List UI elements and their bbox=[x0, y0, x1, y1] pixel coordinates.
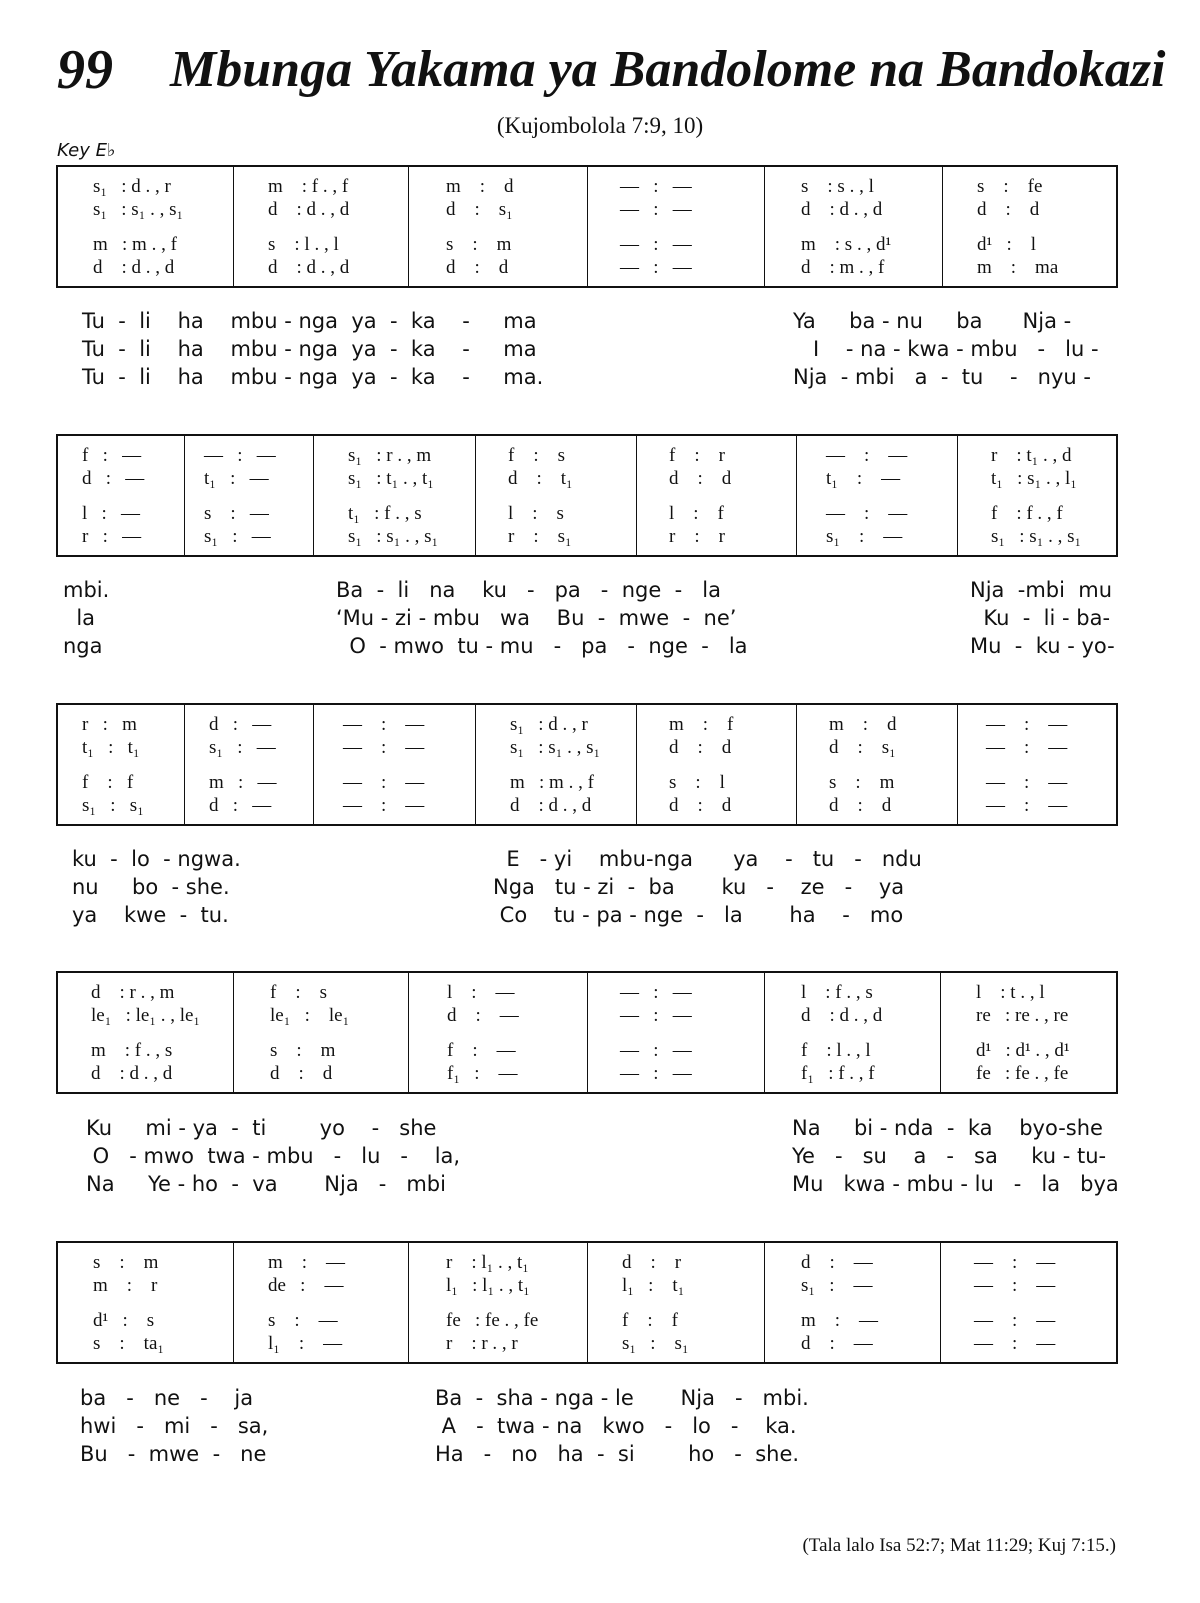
barline bbox=[184, 436, 185, 555]
solfa-part: d : d . , d bbox=[510, 795, 592, 816]
lyric-line: Tu - li ha mbu - nga ya - ka - ma bbox=[82, 309, 537, 333]
solfa-part: m : d bbox=[829, 714, 897, 735]
lyric-line: hwi - mi - sa, bbox=[80, 1414, 269, 1438]
solfa-part: d¹ : d¹ . , d¹ bbox=[976, 1040, 1070, 1061]
lyric-line: Na Ye - ho - va Nja - mbi bbox=[86, 1172, 446, 1196]
solfa-part: s₁ : s₁ . , s₁ bbox=[991, 526, 1082, 547]
solfa-part: m : s . , d¹ bbox=[801, 234, 892, 255]
solfa-part: r : m bbox=[82, 714, 137, 735]
solfa-part: s₁ : t₁ . , t₁ bbox=[348, 468, 434, 489]
footer-references: (Tala lalo Isa 52:7; Mat 11:29; Kuj 7:15.) bbox=[802, 1535, 1116, 1556]
solfa-part: s₁ : s₁ bbox=[82, 795, 144, 816]
solfa-part: s : fe bbox=[977, 176, 1043, 197]
solfa-part: — : — bbox=[620, 1063, 692, 1084]
solfa-part: — : — bbox=[974, 1252, 1056, 1273]
barline bbox=[408, 1243, 409, 1362]
lyric-line: ya kwe - tu. bbox=[72, 903, 229, 927]
solfa-part: d : — bbox=[209, 795, 272, 816]
solfa-system bbox=[56, 165, 1118, 288]
solfa-part: m : — bbox=[268, 1252, 346, 1273]
solfa-part: — : — bbox=[826, 445, 908, 466]
lyric-line: Ba - sha - nga - le Nja - mbi. bbox=[435, 1386, 809, 1410]
solfa-part: le₁ : le₁ . , le₁ bbox=[91, 1005, 201, 1026]
solfa-part: f : — bbox=[447, 1040, 516, 1061]
solfa-part: — : — bbox=[343, 737, 425, 758]
solfa-part: t₁ : s₁ . , l₁ bbox=[991, 468, 1077, 489]
solfa-part: — : — bbox=[986, 795, 1068, 816]
solfa-part: f : s bbox=[270, 982, 327, 1003]
solfa-part: l : — bbox=[447, 982, 515, 1003]
solfa-part: r : s₁ bbox=[508, 526, 572, 547]
barline bbox=[475, 705, 476, 824]
lyric-line: Co tu - pa - nge - la ha - mo bbox=[493, 903, 904, 927]
solfa-part: s₁ : — bbox=[204, 526, 271, 547]
solfa-part: — : — bbox=[986, 737, 1068, 758]
solfa-part: d : d bbox=[977, 199, 1040, 220]
barline bbox=[940, 1243, 941, 1362]
barline bbox=[940, 973, 941, 1092]
solfa-part: fe : fe . , fe bbox=[446, 1310, 539, 1331]
solfa-part: s₁ : — bbox=[209, 737, 276, 758]
solfa-part: d : r . , m bbox=[91, 982, 175, 1003]
solfa-part: t₁ : f . , s bbox=[348, 503, 422, 524]
solfa-system bbox=[56, 434, 1118, 557]
lyric-line: Ya ba - nu ba Nja - bbox=[793, 309, 1072, 333]
solfa-part: m : m . , f bbox=[93, 234, 177, 255]
key-signature: Key E♭ bbox=[57, 140, 116, 161]
solfa-part: m : m . , f bbox=[510, 772, 594, 793]
lyric-line: Na bi - nda - ka byo-she bbox=[792, 1116, 1103, 1140]
solfa-part: d : s₁ bbox=[829, 737, 896, 758]
solfa-part: t₁ : — bbox=[204, 468, 269, 489]
solfa-system bbox=[56, 703, 1118, 826]
solfa-part: f : l . , l bbox=[801, 1040, 871, 1061]
lyric-line: mbi. bbox=[63, 578, 110, 602]
solfa-part: m : r bbox=[93, 1275, 158, 1296]
solfa-part: m : f bbox=[669, 714, 734, 735]
solfa-part: re : re . , re bbox=[976, 1005, 1069, 1026]
solfa-part: m : f . , s bbox=[91, 1040, 173, 1061]
lyric-line: la bbox=[63, 606, 96, 630]
solfa-part: d : s₁ bbox=[446, 199, 513, 220]
solfa-part: d : d bbox=[669, 795, 732, 816]
solfa-part: — : — bbox=[620, 982, 692, 1003]
solfa-part: d : d . , d bbox=[801, 199, 883, 220]
solfa-system bbox=[56, 971, 1118, 1094]
solfa-part: f₁ : — bbox=[447, 1063, 518, 1084]
barline bbox=[184, 705, 185, 824]
lyric-line: Tu - li ha mbu - nga ya - ka - ma bbox=[82, 337, 537, 361]
solfa-part: r : r . , r bbox=[446, 1333, 518, 1354]
solfa-part: s : l bbox=[669, 772, 725, 793]
lyric-line: O - mwo tu - mu - pa - nge - la bbox=[336, 634, 748, 658]
solfa-part: le₁ : le₁ bbox=[270, 1005, 350, 1026]
solfa-part: s : — bbox=[204, 503, 269, 524]
barline bbox=[408, 167, 409, 286]
solfa-part: d : d . , d bbox=[93, 257, 175, 278]
barline bbox=[233, 1243, 234, 1362]
solfa-part: d : d . , d bbox=[268, 199, 350, 220]
solfa-part: d¹ : s bbox=[93, 1310, 155, 1331]
solfa-part: d : — bbox=[447, 1005, 519, 1026]
barline bbox=[796, 705, 797, 824]
solfa-part: l₁ : — bbox=[268, 1333, 343, 1354]
solfa-part: r : t₁ . , d bbox=[991, 445, 1072, 466]
lyric-line: Ha - no ha - si ho - she. bbox=[435, 1442, 800, 1466]
solfa-part: fe : fe . , fe bbox=[976, 1063, 1069, 1084]
solfa-part: f : f bbox=[82, 772, 134, 793]
lyric-line: Mu kwa - mbu - lu - la bya bbox=[792, 1172, 1119, 1196]
lyric-line: ‘Mu - zi - mbu wa Bu - mwe - ne’ bbox=[336, 606, 737, 630]
solfa-part: — : — bbox=[343, 772, 425, 793]
solfa-part: d : r bbox=[622, 1252, 682, 1273]
solfa-part: s₁ : r . , m bbox=[348, 445, 432, 466]
barline bbox=[957, 705, 958, 824]
barline bbox=[313, 436, 314, 555]
barline bbox=[233, 973, 234, 1092]
barline bbox=[475, 436, 476, 555]
lyric-line: Nga tu - zi - ba ku - ze - ya bbox=[493, 875, 905, 899]
solfa-part: s₁ : — bbox=[801, 1275, 873, 1296]
solfa-part: m : — bbox=[801, 1310, 879, 1331]
lyric-line: O - mwo twa - mbu - lu - la, bbox=[86, 1144, 461, 1168]
solfa-part: d : — bbox=[801, 1252, 873, 1273]
solfa-part: — : — bbox=[986, 714, 1068, 735]
solfa-part: — : — bbox=[620, 1040, 692, 1061]
solfa-part: d : m . , f bbox=[801, 257, 885, 278]
solfa-part: — : — bbox=[620, 176, 692, 197]
solfa-part: s₁ : s₁ . , s₁ bbox=[93, 199, 184, 220]
solfa-part: — : — bbox=[620, 234, 692, 255]
lyric-line: nga bbox=[63, 634, 103, 658]
solfa-part: f₁ : f . , f bbox=[801, 1063, 875, 1084]
solfa-part: l : f . , s bbox=[801, 982, 873, 1003]
lyric-line: Nja - mbi a - tu - nyu - bbox=[793, 365, 1091, 389]
solfa-part: f : f . , f bbox=[991, 503, 1063, 524]
lyric-line: I - na - kwa - mbu - lu - bbox=[793, 337, 1099, 361]
solfa-part: — : — bbox=[620, 257, 692, 278]
hymn-title: Mbunga Yakama ya Bandolome na Bandokazi bbox=[170, 41, 1166, 98]
barline bbox=[796, 436, 797, 555]
barline bbox=[636, 705, 637, 824]
solfa-system bbox=[56, 1241, 1118, 1364]
solfa-part: s₁ : d . , r bbox=[510, 714, 588, 735]
solfa-part: l₁ : t₁ bbox=[622, 1275, 685, 1296]
solfa-part: d : d . , d bbox=[801, 1005, 883, 1026]
scripture-reference: (Kujombolola 7:9, 10) bbox=[496, 113, 704, 138]
solfa-part: — : — bbox=[974, 1275, 1056, 1296]
solfa-part: d : d . , d bbox=[91, 1063, 173, 1084]
solfa-part: r : — bbox=[82, 526, 142, 547]
solfa-part: d : d bbox=[829, 795, 892, 816]
solfa-part: — : — bbox=[620, 1005, 692, 1026]
solfa-part: m : d bbox=[446, 176, 514, 197]
barline bbox=[233, 167, 234, 286]
solfa-part: s : m bbox=[93, 1252, 159, 1273]
barline bbox=[764, 167, 765, 286]
solfa-part: l : t . , l bbox=[976, 982, 1045, 1003]
solfa-part: r : l₁ . , t₁ bbox=[446, 1252, 529, 1273]
lyric-line: Ba - li na ku - pa - nge - la bbox=[336, 578, 721, 602]
barline bbox=[587, 167, 588, 286]
lyric-line: Ku - li - ba- bbox=[970, 606, 1111, 630]
solfa-part: t₁ : t₁ bbox=[82, 737, 140, 758]
solfa-part: s : m bbox=[446, 234, 512, 255]
solfa-part: m : ma bbox=[977, 257, 1059, 278]
lyric-line: Mu - ku - yo- bbox=[970, 634, 1115, 658]
lyric-line: ku - lo - ngwa. bbox=[72, 847, 241, 871]
solfa-part: s₁ : s₁ bbox=[622, 1333, 689, 1354]
solfa-part: s₁ : d . , r bbox=[93, 176, 171, 197]
solfa-part: — : — bbox=[974, 1310, 1056, 1331]
solfa-part: l₁ : l₁ . , t₁ bbox=[446, 1275, 530, 1296]
solfa-part: d : — bbox=[209, 714, 272, 735]
solfa-part: s₁ : s₁ . , s₁ bbox=[510, 737, 601, 758]
solfa-part: — : — bbox=[343, 795, 425, 816]
solfa-part: s₁ : s₁ . , s₁ bbox=[348, 526, 439, 547]
solfa-part: t₁ : — bbox=[826, 468, 901, 489]
solfa-part: — : — bbox=[826, 503, 908, 524]
barline bbox=[764, 973, 765, 1092]
solfa-part: d : t₁ bbox=[508, 468, 573, 489]
solfa-part: d : d bbox=[270, 1063, 333, 1084]
barline bbox=[764, 1243, 765, 1362]
solfa-part: d : d bbox=[669, 468, 732, 489]
barline bbox=[942, 167, 943, 286]
barline bbox=[313, 705, 314, 824]
solfa-part: l : s bbox=[508, 503, 564, 524]
solfa-part: m : f . , f bbox=[268, 176, 349, 197]
lyric-line: A - twa - na kwo - lo - ka. bbox=[435, 1414, 797, 1438]
solfa-part: s : ta₁ bbox=[93, 1333, 165, 1354]
solfa-part: — : — bbox=[974, 1333, 1056, 1354]
solfa-part: s : m bbox=[270, 1040, 336, 1061]
solfa-part: s : s . , l bbox=[801, 176, 874, 197]
solfa-part: s : m bbox=[829, 772, 895, 793]
barline bbox=[587, 1243, 588, 1362]
solfa-part: — : — bbox=[620, 199, 692, 220]
solfa-part: l : — bbox=[82, 503, 141, 524]
solfa-part: r : r bbox=[669, 526, 725, 547]
solfa-part: f : f bbox=[622, 1310, 678, 1331]
lyric-line: Tu - li ha mbu - nga ya - ka - ma. bbox=[82, 365, 544, 389]
barline bbox=[587, 973, 588, 1092]
barline bbox=[957, 436, 958, 555]
solfa-part: d : d bbox=[446, 257, 509, 278]
lyric-line: Bu - mwe - ne bbox=[80, 1442, 267, 1466]
barline bbox=[408, 973, 409, 1092]
lyric-line: Ku mi - ya - ti yo - she bbox=[86, 1116, 437, 1140]
solfa-part: f : — bbox=[82, 445, 142, 466]
solfa-part: — : — bbox=[986, 772, 1068, 793]
solfa-part: de : — bbox=[268, 1275, 344, 1296]
solfa-part: d : — bbox=[82, 468, 145, 489]
solfa-part: m : — bbox=[209, 772, 277, 793]
hymn-number: 99 bbox=[57, 39, 113, 101]
solfa-part: f : r bbox=[669, 445, 725, 466]
solfa-part: d : d . , d bbox=[268, 257, 350, 278]
solfa-part: s : l . , l bbox=[268, 234, 339, 255]
lyric-line: Nja -mbi mu bbox=[970, 578, 1113, 602]
lyric-line: Ye - su a - sa ku - tu- bbox=[792, 1144, 1107, 1168]
barline bbox=[636, 436, 637, 555]
solfa-part: d¹ : l bbox=[977, 234, 1037, 255]
solfa-part: d : — bbox=[801, 1333, 873, 1354]
lyric-line: ba - ne - ja bbox=[80, 1386, 254, 1410]
lyric-line: E - yi mbu-nga ya - tu - ndu bbox=[493, 847, 922, 871]
solfa-part: s₁ : — bbox=[826, 526, 903, 547]
solfa-part: s : — bbox=[268, 1310, 338, 1331]
solfa-part: l : f bbox=[669, 503, 724, 524]
solfa-part: d : d bbox=[669, 737, 732, 758]
solfa-part: — : — bbox=[343, 714, 425, 735]
lyric-line: nu bo - she. bbox=[72, 875, 230, 899]
solfa-part: — : — bbox=[204, 445, 276, 466]
solfa-part: f : s bbox=[508, 445, 565, 466]
